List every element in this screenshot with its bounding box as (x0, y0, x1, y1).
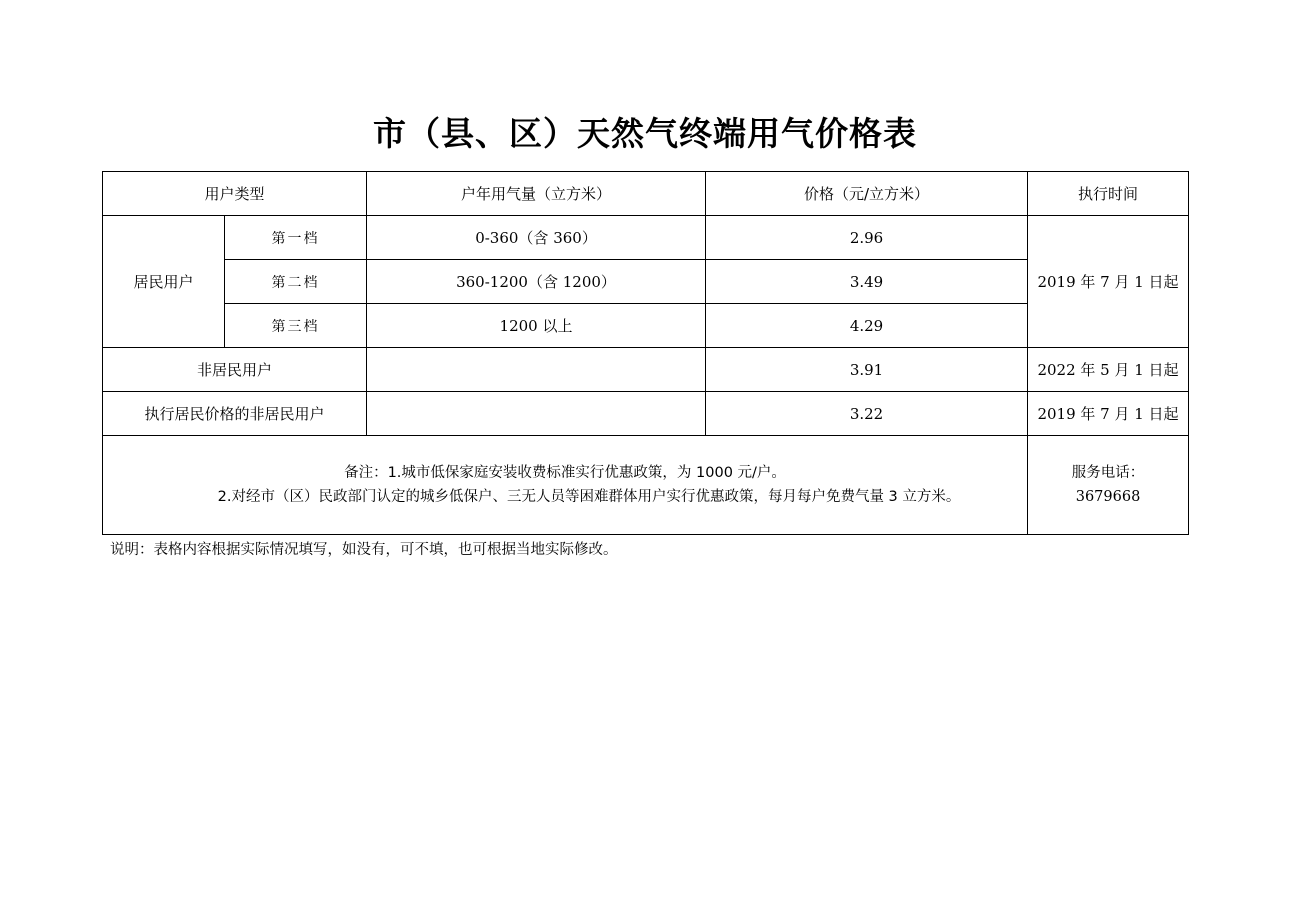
non-residential-price: 3.91 (706, 348, 1028, 392)
table-row (103, 348, 1189, 392)
table-row (103, 216, 1189, 260)
header-user-type: 用户类型 (103, 172, 367, 216)
non-residential-effective-date: 2022 年 5 月 1 日起 (1028, 348, 1189, 392)
residential-label: 居民用户 (103, 216, 225, 348)
special-user-price: 3.22 (706, 392, 1028, 436)
table-row (103, 304, 1189, 348)
header-effective-date: 执行时间 (1028, 172, 1189, 216)
service-cell (1028, 436, 1189, 535)
notes-cell (103, 436, 1028, 535)
special-user-label: 执行居民价格的非居民用户 (103, 392, 367, 436)
tier-volume: 0-360（含 360） (367, 216, 706, 260)
tier-label: 第二档 (225, 260, 367, 304)
tier-label: 第一档 (225, 216, 367, 260)
header-annual-volume: 户年用气量（立方米） (367, 172, 706, 216)
service-label: 服务电话： (1071, 465, 1145, 481)
tier-label: 第三档 (225, 304, 367, 348)
service-phone: 3679668 (1075, 489, 1141, 505)
tier-price: 3.49 (706, 260, 1028, 304)
residential-effective-date: 2019 年 7 月 1 日起 (1028, 216, 1189, 348)
special-user-effective-date: 2019 年 7 月 1 日起 (1028, 392, 1189, 436)
tier-volume: 1200 以上 (367, 304, 706, 348)
non-residential-label: 非居民用户 (103, 348, 367, 392)
footnote: 说明：表格内容根据实际情况填写，如没有，可不填，也可根据当地实际修改。 (110, 542, 618, 558)
note-line-2: 2.对经市（区）民政部门认定的城乡低保户、三无人员等困难群体用户实行优惠政策，每月每户免费气量 3 立方米。 (217, 489, 961, 505)
note-line-1: 备注：1.城市低保家庭安装收费标准实行优惠政策，为 1000 元/户。 (344, 465, 786, 481)
non-residential-volume (367, 348, 706, 392)
gas-price-table (102, 171, 1189, 535)
table-row (103, 392, 1189, 436)
header-price: 价格（元/立方米） (706, 172, 1028, 216)
tier-volume: 360-1200（含 1200） (367, 260, 706, 304)
table-row (103, 260, 1189, 304)
special-user-volume (367, 392, 706, 436)
tier-price: 2.96 (706, 216, 1028, 260)
notes-row (103, 436, 1189, 535)
tier-price: 4.29 (706, 304, 1028, 348)
table-header-row (103, 172, 1189, 216)
page-title: 市（县、区）天然气终端用气价格表 (373, 114, 917, 153)
